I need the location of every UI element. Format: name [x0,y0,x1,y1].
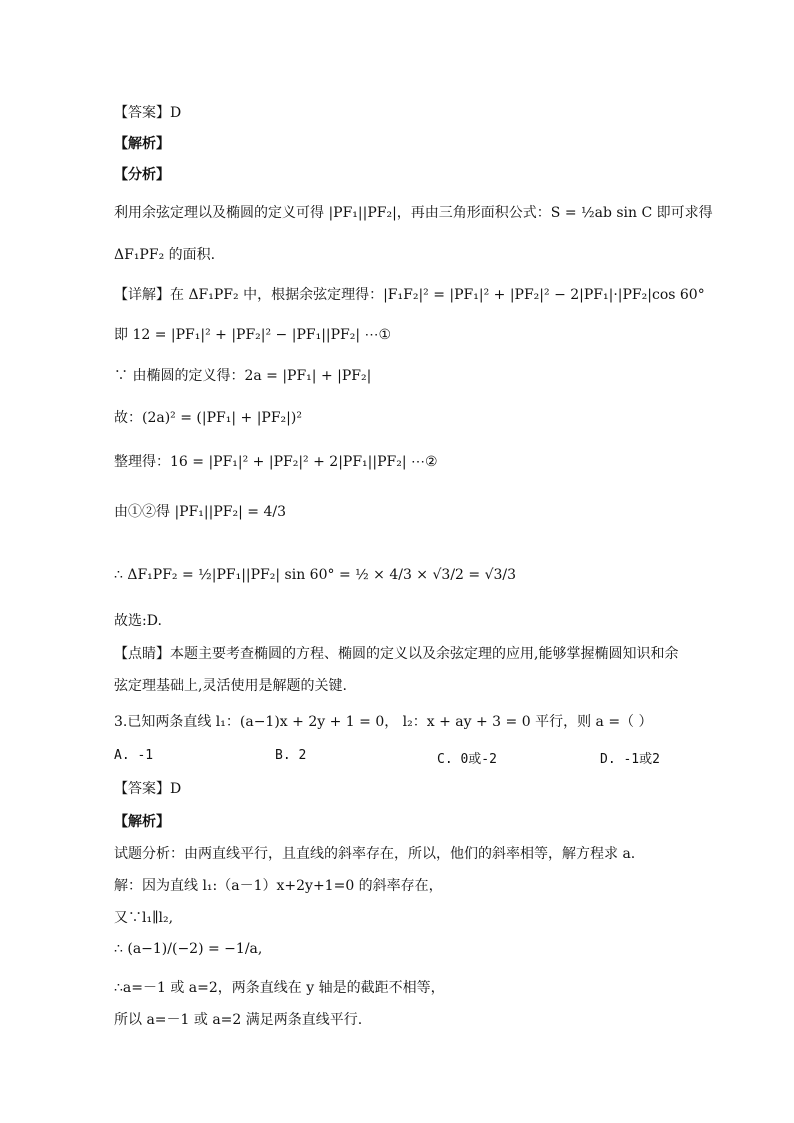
detail-line-5: 整理得：16 = |PF₁|² + |PF₂|² + 2|PF₁||PF₂| ⋯② [114,454,438,470]
question-3: 3.已知两条直线 l₁：(a−1)x + 2y + 1 = 0， l₂：x + ay + 3 = 0 平行，则 a =（ ） [114,714,653,730]
detail-line-2: 即 12 = |PF₁|² + |PF₂|² − |PF₁||PF₂| ⋯① [114,327,392,343]
analysis-label-1: 【解析】 [114,136,170,152]
solution-line-2: 解：因为直线 l₁:（a－1）x+2y+1=0 的斜率存在， [114,878,443,894]
solution-line-1: 试题分析：由两直线平行，且直线的斜率存在，所以，他们的斜率相等，解方程求 a. [114,846,636,862]
detail-line-3: ∵ 由椭圆的定义得：2a = |PF₁| + |PF₂| [114,368,372,384]
option-d: D. -1或2 [600,752,660,767]
analysis-sub-label: 【分析】 [114,167,170,183]
option-b: B. 2 [275,748,307,763]
solution-line-5: ∴a=－1 或 a=2，两条直线在 y 轴是的截距不相等， [114,980,445,996]
option-c: C. 0或-2 [437,752,497,767]
detail-line-4: 故：(2a)² = (|PF₁| + |PF₂|)² [114,410,302,426]
analysis-label-2: 【解析】 [114,814,170,830]
choice-line: 故选:D. [114,613,162,629]
solution-line-6: 所以 a=－1 或 a=2 满足两条直线平行. [114,1012,363,1028]
note-line-1: 【点睛】本题主要考查椭圆的方程、椭圆的定义以及余弦定理的应用,能够掌握椭圆知识和余 [114,646,679,662]
answer-label-2: 【答案】D [114,781,182,797]
note-line-2: 弦定理基础上,灵活使用是解题的关键. [114,678,347,694]
solution-line-3: 又∵l₁∥l₂, [114,910,174,926]
detail-line-1: 【详解】在 ΔF₁PF₂ 中，根据余弦定理得：|F₁F₂|² = |PF₁|² + |PF₂|² − 2|PF₁|·|PF₂|cos 60° [114,287,705,303]
detail-line-6: 由①②得 |PF₁||PF₂| = 4/3 [114,504,286,520]
detail-line-7: ∴ ΔF₁PF₂ = ½|PF₁||PF₂| sin 60° = ½ × 4/3 × √3/2 = √3/3 [114,567,517,583]
answer-label-1: 【答案】D [114,105,182,121]
analysis-text-1: 利用余弦定理以及椭圆的定义可得 |PF₁||PF₂|，再由三角形面积公式：S = ½ab sin C 即可求得 [114,205,713,221]
solution-line-4: ∴ (a−1)/(−2) = −1/a, [114,941,263,957]
analysis-text-2: ΔF₁PF₂ 的面积. [114,247,216,263]
option-a: A. -1 [114,748,154,763]
